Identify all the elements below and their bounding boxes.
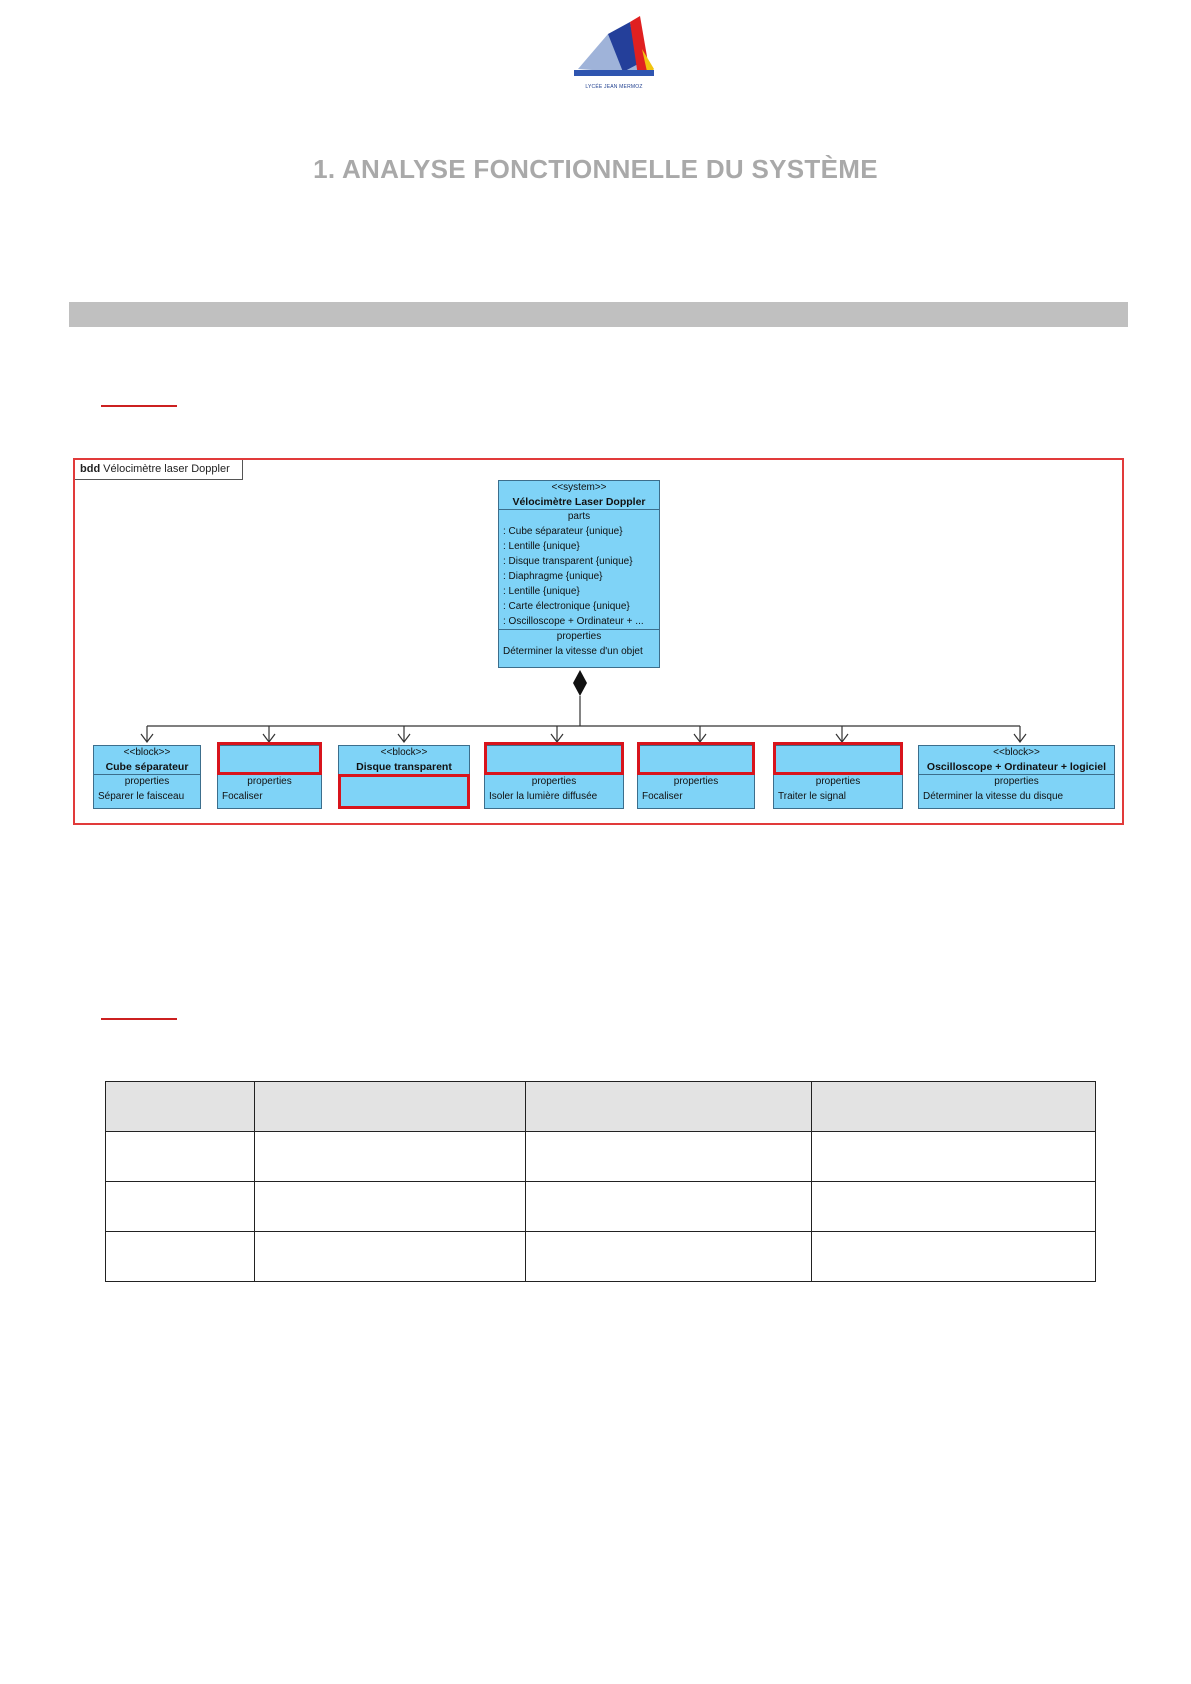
parts-title: parts: [567, 511, 591, 522]
frame-name: Vélocimètre laser Doppler: [103, 463, 230, 475]
table-row: [106, 1132, 1096, 1182]
school-logo: [568, 14, 660, 94]
section-bar: [69, 302, 1128, 327]
part-item: : Lentille {unique}: [503, 586, 580, 597]
block-property: Focaliser: [642, 791, 683, 802]
system-block: [498, 480, 660, 668]
block-properties: [94, 774, 200, 804]
table-row: [106, 1232, 1096, 1282]
logo-graphic: [568, 14, 660, 84]
part-item: : Disque transparent {unique}: [503, 556, 633, 567]
table-cell[interactable]: [255, 1082, 526, 1132]
block-name: Oscilloscope + Ordinateur + logiciel: [926, 761, 1107, 773]
properties-title: properties: [247, 776, 292, 787]
table-cell[interactable]: [812, 1082, 1096, 1132]
block-property: Focaliser: [222, 791, 263, 802]
blank-answer-box[interactable]: [773, 742, 903, 775]
properties-title: properties: [815, 776, 861, 787]
part-item: : Cube séparateur {unique}: [503, 526, 623, 537]
table-cell[interactable]: [812, 1232, 1096, 1282]
table-cell[interactable]: [106, 1082, 255, 1132]
block-name: Cube séparateur: [105, 761, 189, 773]
block-property: Déterminer la vitesse du disque: [923, 791, 1064, 802]
properties-title: properties: [531, 776, 577, 787]
system-property: Déterminer la vitesse d'un objet: [503, 646, 643, 657]
logo-caption: LYCÉE JEAN MERMOZ: [585, 84, 643, 90]
system-name: Vélocimètre Laser Doppler: [512, 496, 646, 508]
block-properties: [218, 774, 321, 804]
table-cell[interactable]: [526, 1082, 812, 1132]
part-item: : Diaphragme {unique}: [503, 571, 603, 582]
block-properties: [638, 774, 754, 804]
composition-arrows: [141, 726, 1026, 742]
properties-title: properties: [994, 776, 1039, 787]
system-parts-compartment: [499, 509, 659, 629]
block-stereotype: <<block>>: [123, 747, 171, 758]
table-cell[interactable]: [812, 1182, 1096, 1232]
table-cell[interactable]: [526, 1132, 812, 1182]
system-properties-compartment: [499, 629, 659, 659]
table-cell[interactable]: [255, 1132, 526, 1182]
blank-answer-box[interactable]: [217, 742, 322, 775]
table-cell[interactable]: [526, 1232, 812, 1282]
frame-kind: bdd: [80, 463, 101, 475]
properties-title: properties: [673, 776, 719, 787]
part-item: : Oscilloscope + Ordinateur + ...: [503, 616, 644, 627]
block-property: Isoler la lumière diffusée: [489, 791, 598, 802]
composition-diamond: [573, 670, 587, 696]
table-cell[interactable]: [812, 1132, 1096, 1182]
properties-title: properties: [556, 631, 602, 642]
blank-answer-box[interactable]: [637, 742, 755, 775]
block-properties: [774, 774, 902, 804]
table-cell[interactable]: [255, 1182, 526, 1232]
table-cell[interactable]: [255, 1232, 526, 1282]
block-name: Disque transparent: [356, 761, 452, 773]
question-marker-1: [101, 405, 177, 407]
block-properties: [485, 774, 623, 804]
answer-table: [105, 1081, 1096, 1282]
blank-answer-box[interactable]: [484, 742, 624, 775]
block-properties: [919, 774, 1114, 804]
table-cell[interactable]: [106, 1182, 255, 1232]
table-cell[interactable]: [106, 1232, 255, 1282]
table-cell[interactable]: [526, 1182, 812, 1232]
properties-title: properties: [124, 776, 170, 787]
part-item: : Carte électronique {unique}: [503, 601, 630, 612]
table-header-row: [106, 1082, 1096, 1132]
block-stereotype: <<block>>: [993, 747, 1040, 758]
system-stereotype: <<system>>: [551, 482, 607, 493]
block-oscilloscope: [918, 745, 1115, 809]
block-property: Séparer le faisceau: [98, 791, 185, 802]
table-cell[interactable]: [106, 1132, 255, 1182]
blank-answer-box[interactable]: [338, 774, 470, 809]
part-item: : Lentille {unique}: [503, 541, 580, 552]
table-row: [106, 1182, 1096, 1232]
page-title: 1. ANALYSE FONCTIONNELLE DU SYSTÈME: [313, 154, 878, 184]
block-property: Traiter le signal: [778, 791, 846, 802]
question-marker-2: [101, 1018, 177, 1020]
block-cube-separateur: [93, 745, 201, 809]
block-stereotype: <<block>>: [380, 747, 428, 758]
